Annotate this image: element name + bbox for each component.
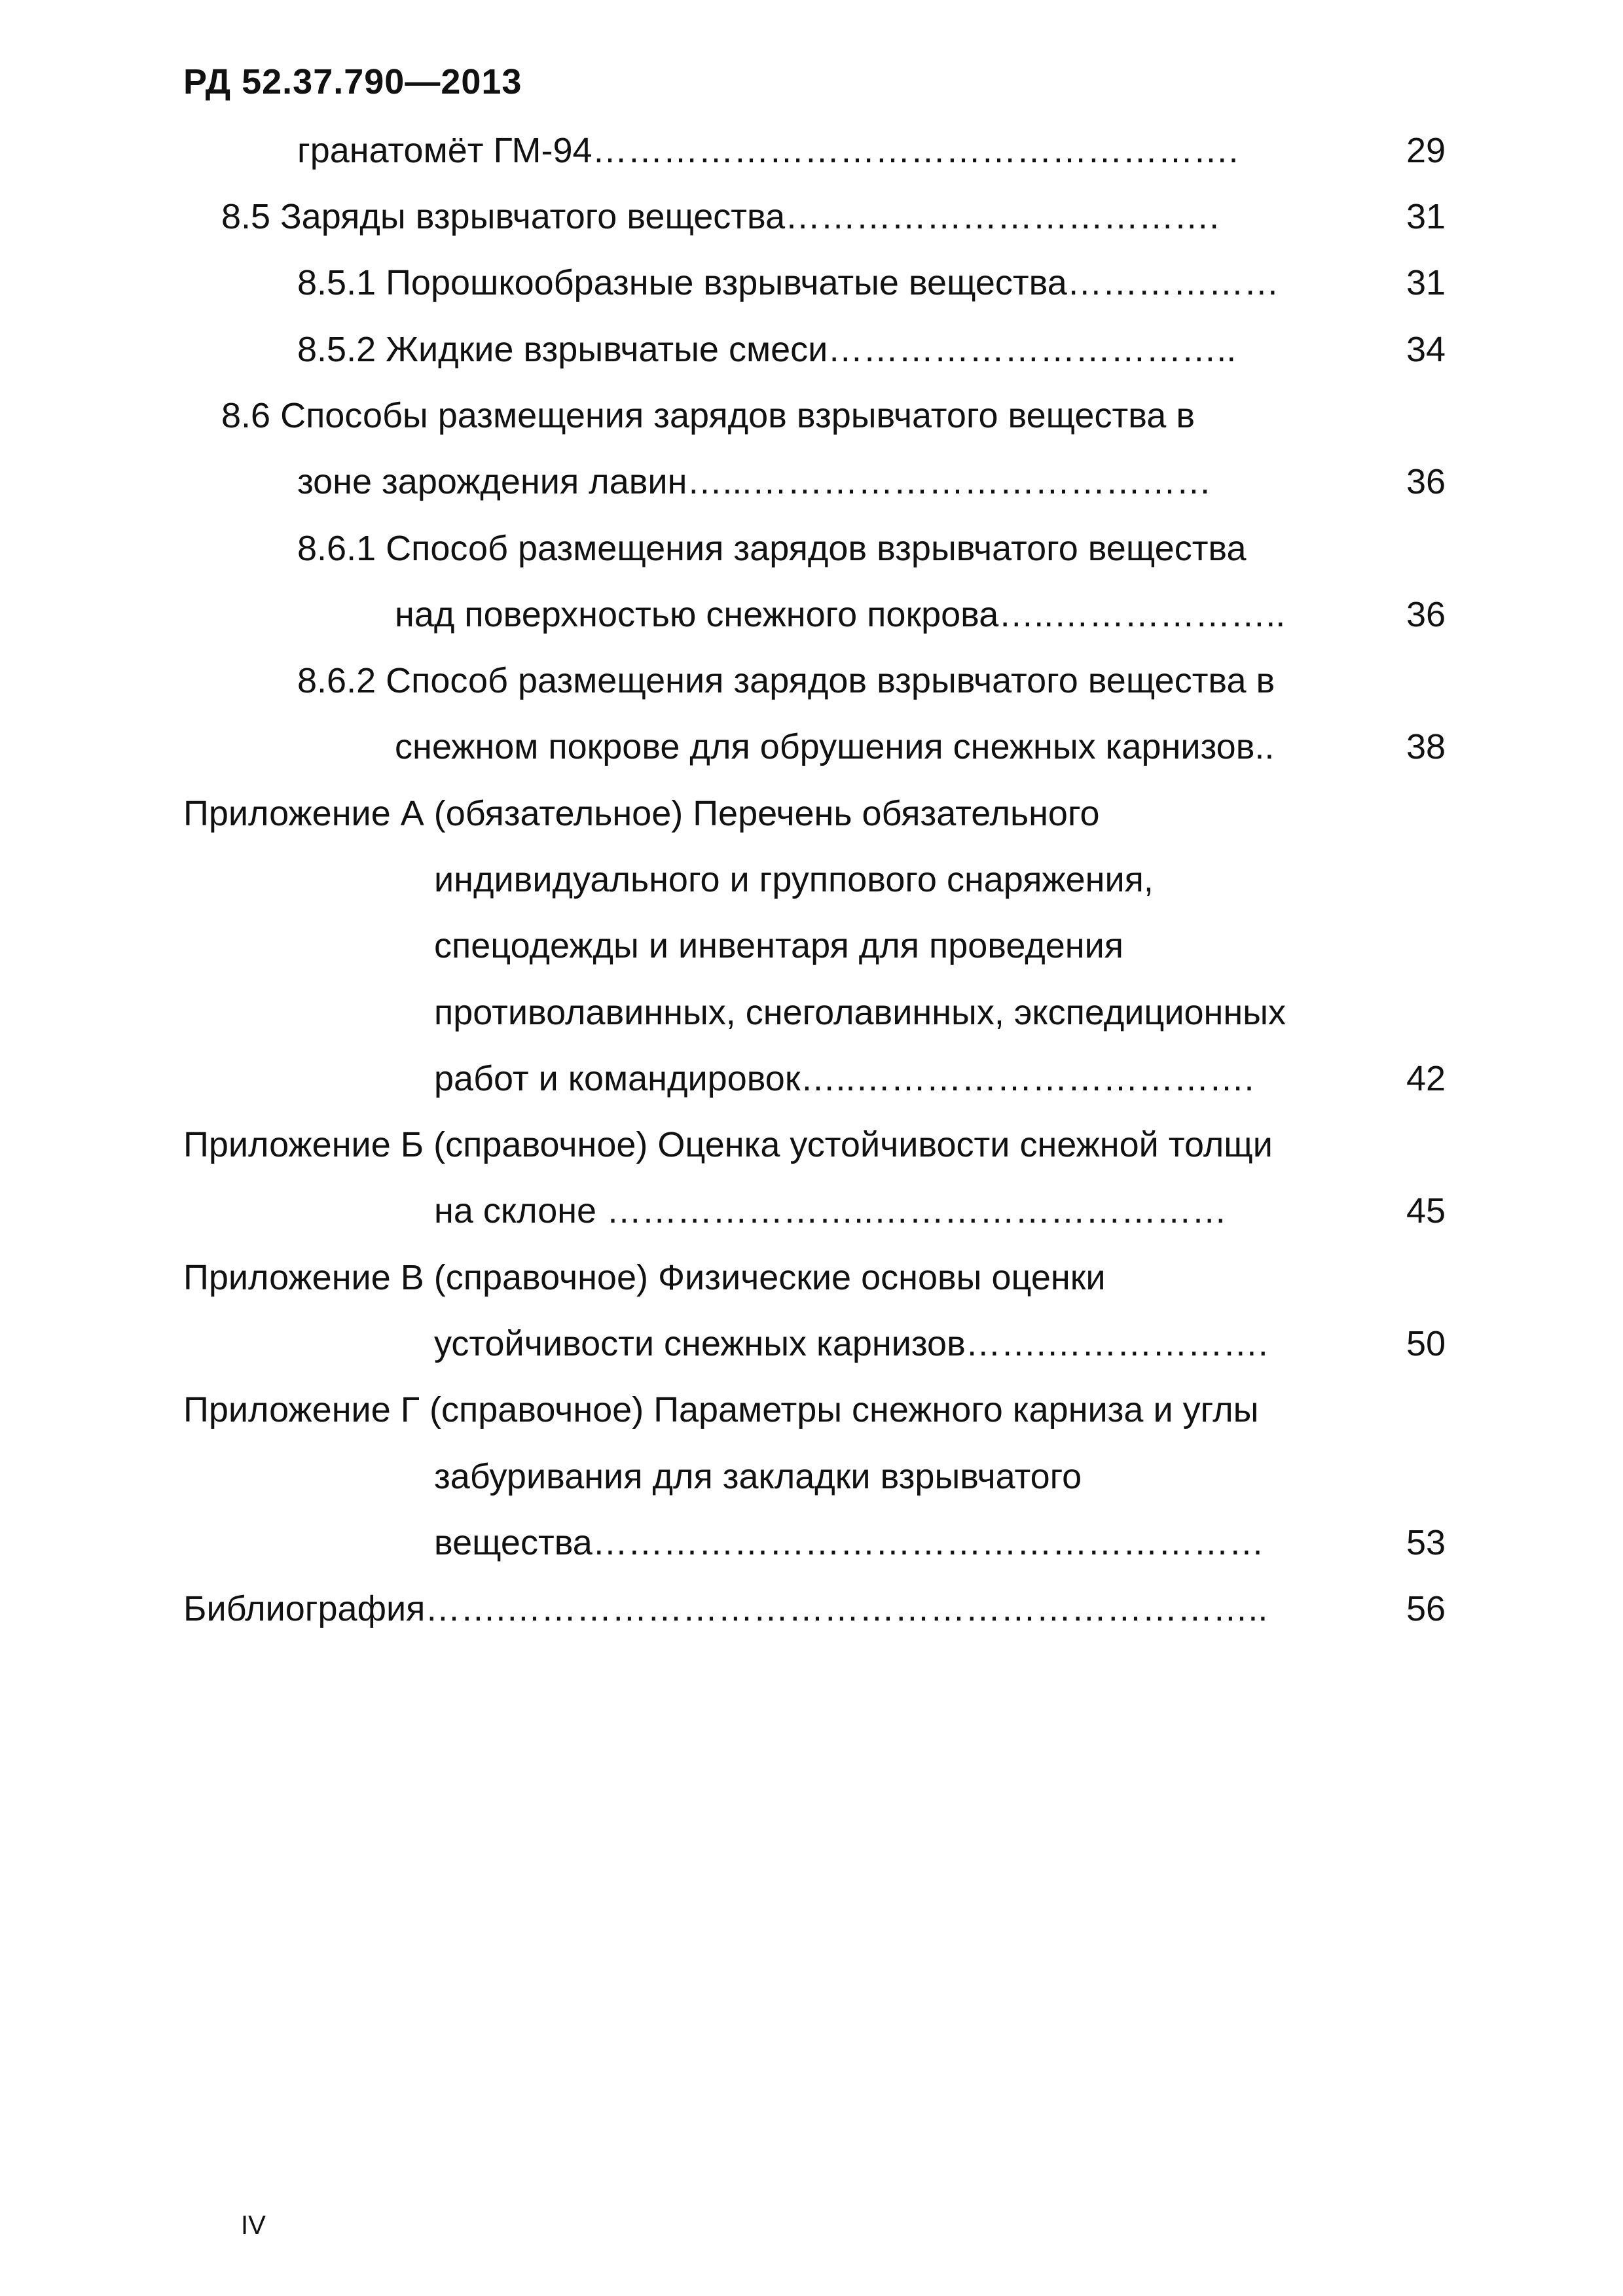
toc-line-text: над поверхностью снежного покрова…..……………….. <box>395 595 1286 634</box>
toc-line-text: спецодежды и инвентаря для проведения <box>434 926 1123 965</box>
toc-line-text: Приложение В (справочное) Физические основы оценки <box>183 1258 1106 1297</box>
toc-line-text: индивидуального и группового снаряжения, <box>434 860 1154 899</box>
toc-line-text: вещества………………………………………………… <box>434 1523 1264 1562</box>
toc-line-text: устойчивости снежных карнизов…….………………. <box>434 1324 1268 1363</box>
toc-line-page: 29 <box>1406 131 1446 170</box>
toc-line-text: 8.5.2 Жидкие взрывчатые смеси…………………………….. <box>297 330 1237 369</box>
toc-line-page: 34 <box>1406 330 1446 369</box>
toc-line-page: 50 <box>1406 1324 1446 1363</box>
toc-line-page: 36 <box>1406 595 1446 634</box>
toc-line-page: 38 <box>1406 727 1446 766</box>
toc-line-page: 56 <box>1406 1589 1446 1628</box>
toc-line-page: 36 <box>1406 462 1446 501</box>
toc-line-page: 42 <box>1406 1059 1446 1098</box>
toc-line-text: снежном покрове для обрушения снежных карнизов.. <box>395 727 1275 766</box>
toc-line-text: Приложение Б (справочное) Оценка устойчивости снежной толщи <box>183 1125 1273 1164</box>
toc-line-text: забуривания для закладки взрывчатого <box>434 1457 1082 1496</box>
toc-line-page: 31 <box>1406 197 1446 236</box>
toc-line-text: противолавинных, снеголавинных, экспедиционных <box>434 993 1286 1032</box>
toc-line-text: 8.5 Заряды взрывчатого вещества………………………………. <box>221 197 1220 236</box>
toc-line-text: гранатомёт ГМ-94………………………………………………. <box>297 131 1239 170</box>
toc-line-page: 53 <box>1406 1523 1446 1562</box>
toc-line-text: Библиография…….……………………………………………………….. <box>183 1589 1268 1628</box>
toc-line-text: зоне зарождения лавин…...………………………………… <box>297 462 1212 501</box>
toc-line-text: 8.5.1 Порошкообразные взрывчатые вещества……………… <box>297 263 1279 302</box>
toc-line-page: 45 <box>1406 1191 1446 1230</box>
toc-line-text: 8.6.2 Способ размещения зарядов взрывчатого вещества в <box>297 661 1275 700</box>
toc-line-text: Приложение А (обязательное) Перечень обязательного <box>183 794 1100 833</box>
page-number: IV <box>241 2211 266 2240</box>
toc-line-text: 8.6.1 Способ размещения зарядов взрывчатого вещества <box>297 529 1247 568</box>
toc-line-text: работ и командировок…..……………………………. <box>434 1059 1254 1098</box>
toc-line-text: на склоне …………………..………………………… <box>434 1191 1228 1230</box>
toc-line-text: 8.6 Способы размещения зарядов взрывчатого вещества в <box>221 396 1195 435</box>
toc-line-page: 31 <box>1406 263 1446 302</box>
toc-line-text: Приложение Г (справочное) Параметры снежного карниза и углы <box>183 1390 1259 1429</box>
document-code: РД 52.37.790—2013 <box>183 62 522 101</box>
